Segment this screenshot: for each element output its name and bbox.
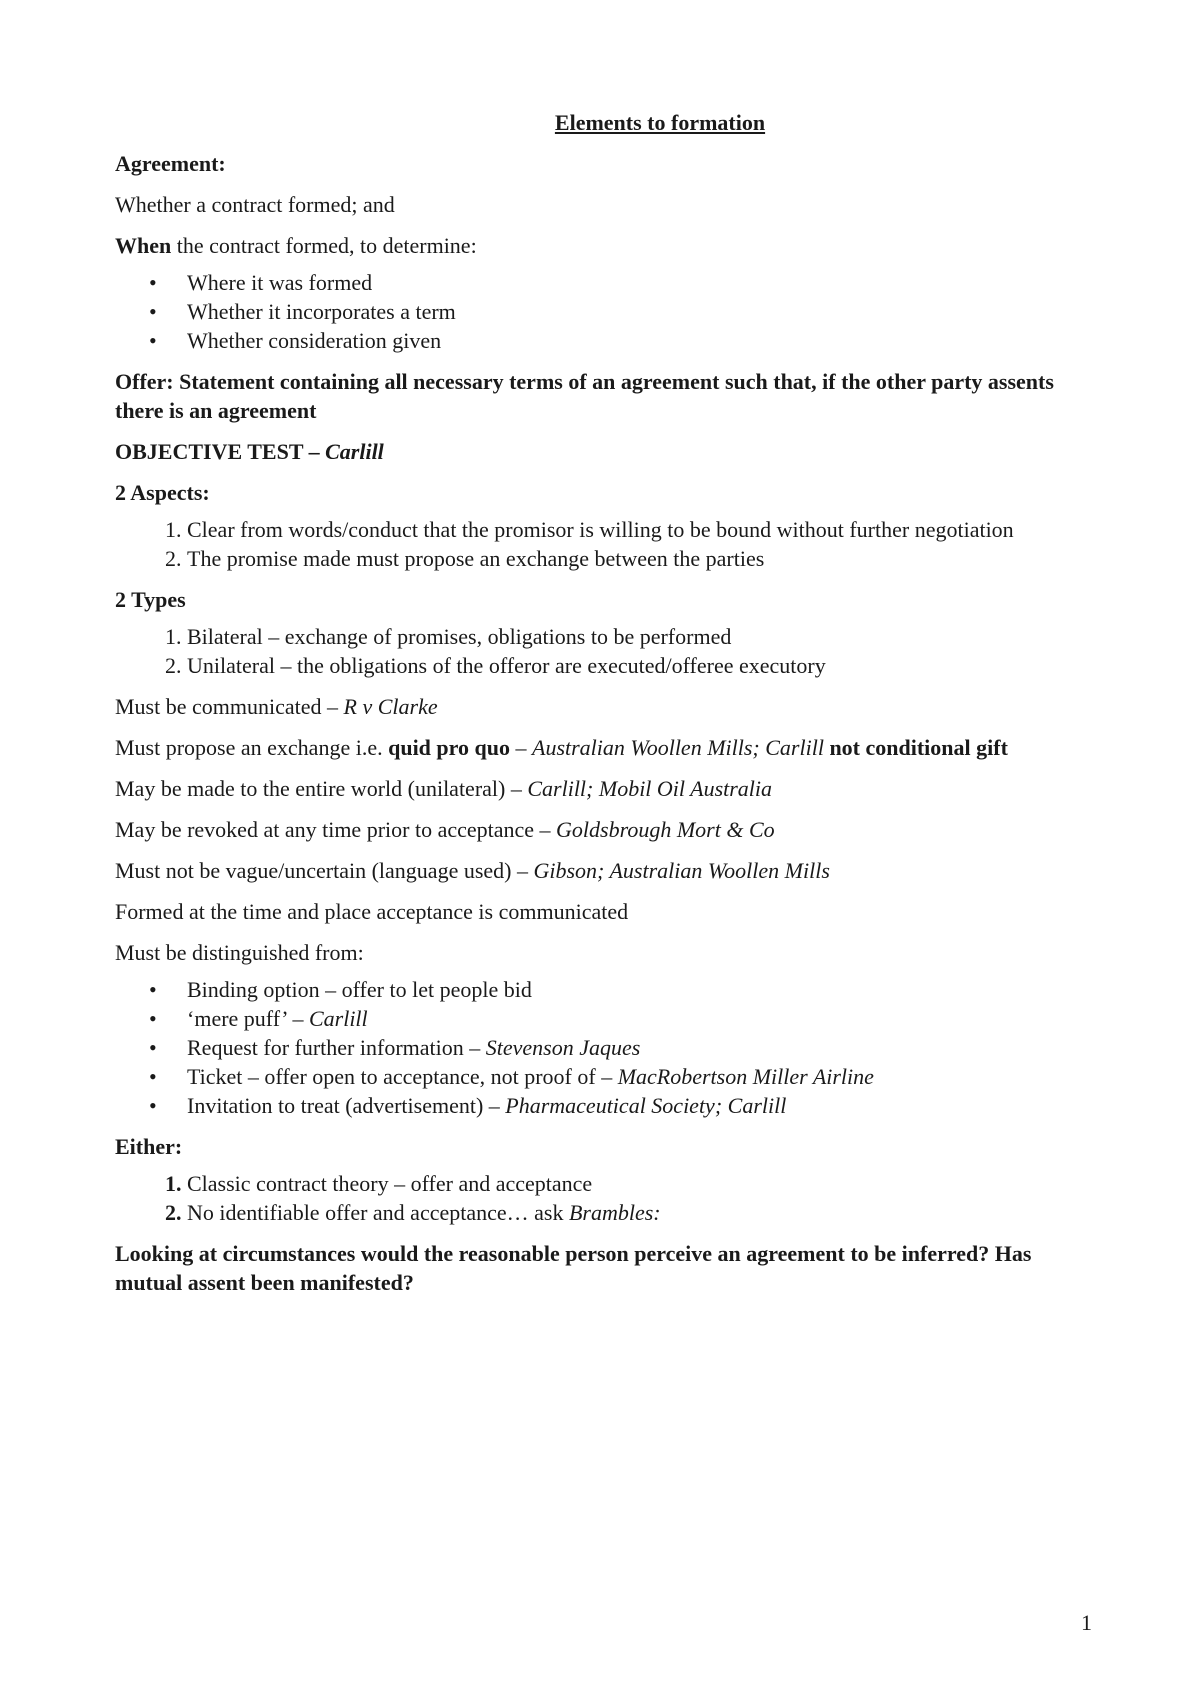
rule-revoked: [115, 815, 1095, 844]
document-page: [115, 108, 1095, 1309]
objective-test: [115, 437, 1095, 466]
item-text: Ticket – offer open to acceptance, not proof of –: [187, 1064, 618, 1089]
document-title: Elements to formation: [554, 110, 766, 135]
distinguished-list: [115, 975, 1095, 1120]
list-item: [187, 1198, 1095, 1227]
rule-distinguished: Must be distinguished from:: [115, 940, 364, 965]
not-conditional-gift: not conditional gift: [823, 735, 1008, 760]
case-citation: R v Clarke: [343, 694, 438, 719]
case-citation: Gibson; Australian Woollen Mills: [533, 858, 830, 883]
list-item: 2. The promise made must propose an exchange between the parties: [187, 544, 1095, 573]
item-text: ‘mere puff’ –: [187, 1006, 309, 1031]
list-item: 1. Classic contract theory – offer and acceptance: [187, 1169, 1095, 1198]
item-text: Request for further information –: [187, 1035, 486, 1060]
either-list: [115, 1169, 1095, 1227]
item-text: No identifiable offer and acceptance… ask: [187, 1200, 569, 1225]
agreement-heading: Agreement:: [115, 151, 226, 176]
case-citation: Brambles:: [568, 1200, 661, 1225]
rule-text: Must not be vague/uncertain (language used) –: [115, 858, 534, 883]
list-item: • Where it was formed: [187, 268, 1095, 297]
case-citation: Goldsbrough Mort & Co: [556, 817, 775, 842]
rule-vague: [115, 856, 1095, 885]
case-citation: Carlill; Mobil Oil Australia: [527, 776, 773, 801]
rule-communicated: [115, 692, 1095, 721]
quid-pro-quo: quid pro quo: [388, 735, 510, 760]
rule-exchange: [115, 733, 1095, 762]
either-heading: Either:: [115, 1134, 183, 1159]
rule-dash: –: [510, 735, 532, 760]
rule-world: [115, 774, 1095, 803]
objective-test-label: OBJECTIVE TEST –: [115, 439, 326, 464]
offer-definition: Offer: Statement containing all necessary terms of an agreement such that, if the other party assents there is an agreement: [115, 369, 1054, 423]
agreement-line-2: [115, 231, 1095, 260]
when-label: When: [115, 233, 172, 258]
list-item: [187, 975, 1095, 1004]
rule-formed: Formed at the time and place acceptance is communicated: [115, 899, 629, 924]
agreement-bullet-list: [115, 268, 1095, 355]
list-item: [187, 1062, 1095, 1091]
types-heading: 2 Types: [115, 587, 186, 612]
list-item: [187, 1091, 1095, 1120]
list-item: [187, 1004, 1095, 1033]
case-citation: MacRobertson Miller Airline: [617, 1064, 874, 1089]
rule-text: Must be communicated –: [115, 694, 344, 719]
rule-text: May be revoked at any time prior to acceptance –: [115, 817, 557, 842]
agreement-line-1: Whether a contract formed; and: [115, 192, 395, 217]
list-item: 1. Bilateral – exchange of promises, obligations to be performed: [187, 622, 1095, 651]
case-citation: Pharmaceutical Society; Carlill: [505, 1093, 787, 1118]
case-citation: Carlill: [325, 439, 384, 464]
rule-text: Must propose an exchange i.e.: [115, 735, 389, 760]
agreement-line-2-rest: the contract formed, to determine:: [171, 233, 477, 258]
aspects-list: [115, 515, 1095, 573]
item-text: Invitation to treat (advertisement) –: [187, 1093, 506, 1118]
rule-text: May be made to the entire world (unilateral) –: [115, 776, 528, 801]
list-item: [187, 1033, 1095, 1062]
list-item: 1. Clear from words/conduct that the promisor is willing to be bound without further negotiation: [187, 515, 1095, 544]
page-number: 1: [1081, 1610, 1092, 1635]
list-item: • Whether it incorporates a term: [187, 297, 1095, 326]
case-citation: Australian Woollen Mills; Carlill: [532, 735, 824, 760]
types-list: [115, 622, 1095, 680]
case-citation: Carlill: [308, 1006, 368, 1031]
item-text: Binding option – offer to let people bid: [187, 977, 532, 1002]
list-item: • Whether consideration given: [187, 326, 1095, 355]
case-citation: Stevenson Jaques: [485, 1035, 641, 1060]
mutual-assent-question: Looking at circumstances would the reasonable person perceive an agreement to be inferred? Has mutual assent been manifested?: [115, 1241, 1032, 1295]
aspects-heading: 2 Aspects:: [115, 480, 210, 505]
list-item: 2. Unilateral – the obligations of the offeror are executed/offeree executory: [187, 651, 1095, 680]
